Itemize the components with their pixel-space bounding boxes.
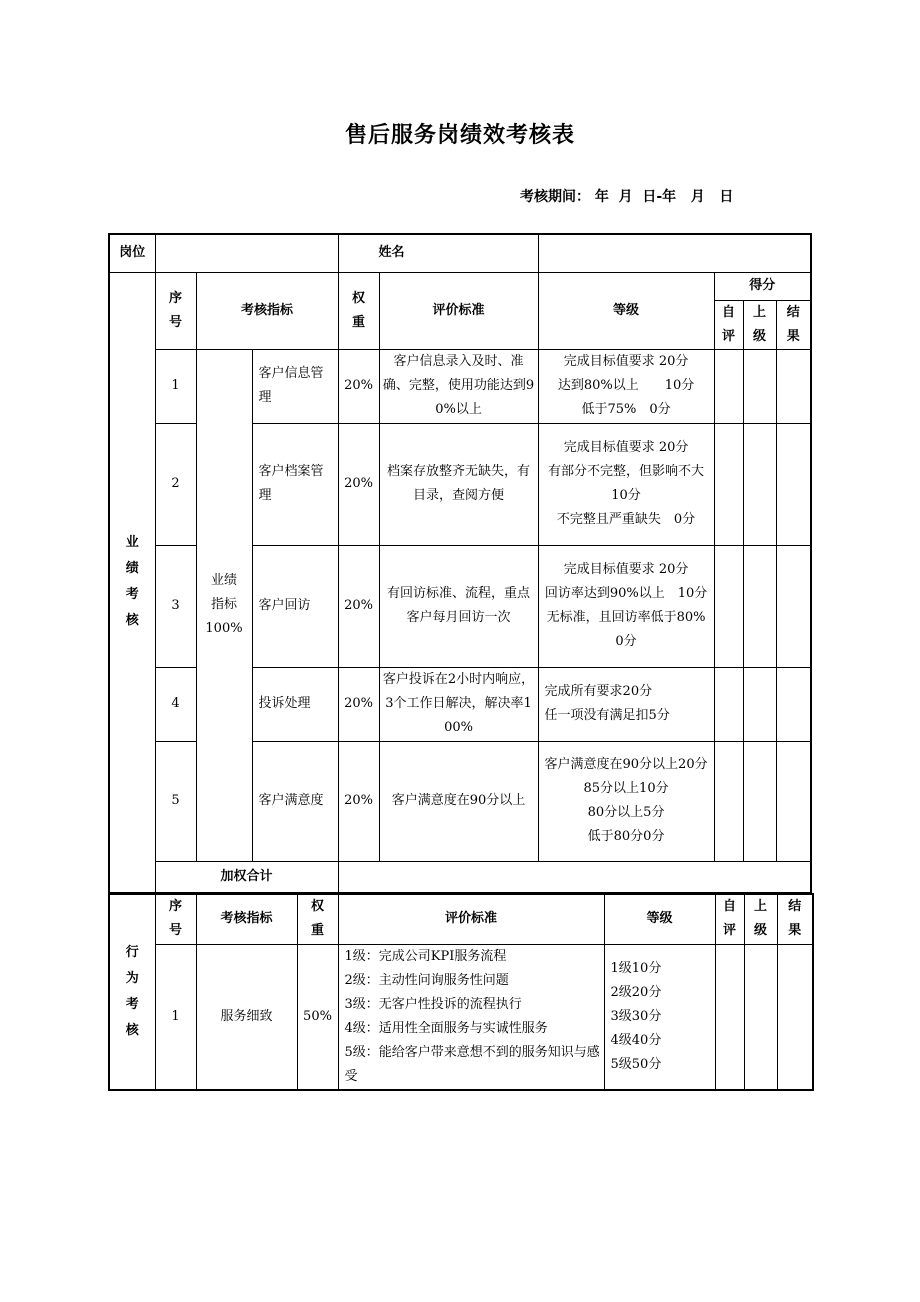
self-score-cell[interactable] xyxy=(714,741,743,861)
table-row xyxy=(109,944,813,1090)
period-value: 年 月 日-年 月 日 xyxy=(594,189,734,205)
superior-score-cell[interactable] xyxy=(743,349,776,423)
table-row xyxy=(109,349,811,423)
result-score-cell[interactable] xyxy=(776,545,811,667)
row-standard: 有回访标准、流程，重点客户每月回访一次 xyxy=(379,545,538,667)
row-weight: 20% xyxy=(338,741,379,861)
superior-score-cell[interactable] xyxy=(744,944,777,1090)
self-score-cell[interactable] xyxy=(714,545,743,667)
col-result: 结 果 xyxy=(776,300,811,349)
row-grade: 完成目标值要求 20分 达到80%以上 10分 低于75% 0分 xyxy=(538,349,714,423)
row-weight: 20% xyxy=(338,349,379,423)
col-standard: 评价标准 xyxy=(338,894,604,944)
row-standard: 客户投诉在2小时内响应，3个工作日解决，解决率100% xyxy=(379,667,538,741)
category-cell: 业绩 指标 100% xyxy=(196,349,252,861)
row-no: 3 xyxy=(155,545,196,667)
period-label: 考核期间： xyxy=(520,189,590,205)
row-grade: 完成所有要求20分 任一项没有满足扣5分 xyxy=(538,667,714,741)
performance-table xyxy=(108,233,812,894)
col-score: 得分 xyxy=(714,272,811,300)
row-no: 4 xyxy=(155,667,196,741)
row-no: 1 xyxy=(155,944,196,1090)
row-grade: 客户满意度在90分以上20分 85分以上10分 80分以上5分 低于80分0分 xyxy=(538,741,714,861)
row-standard: 客户满意度在90分以上 xyxy=(379,741,538,861)
result-score-cell[interactable] xyxy=(776,741,811,861)
row-weight: 20% xyxy=(338,667,379,741)
result-score-cell[interactable] xyxy=(777,944,813,1090)
post-label: 岗位 xyxy=(109,234,155,272)
result-score-cell[interactable] xyxy=(776,349,811,423)
perf-section-label: 业 绩 考 核 xyxy=(109,272,155,893)
behavior-table xyxy=(108,893,814,1091)
row-standard: 1级：完成公司KPI服务流程 2级：主动性问询服务性问题 3级：无客户性投诉的流程执行 4级：适用性全面服务与实诚性服务 5级：能给客户带来意想不到的服务知识与感受 xyxy=(338,944,604,1090)
col-grade: 等级 xyxy=(604,894,715,944)
col-superior: 上 级 xyxy=(743,300,776,349)
col-grade: 等级 xyxy=(538,272,714,349)
row-grade: 1级10分 2级20分 3级30分 4级40分 5级50分 xyxy=(604,944,715,1090)
row-weight: 20% xyxy=(338,545,379,667)
weighted-total-value[interactable] xyxy=(338,861,811,893)
superior-score-cell[interactable] xyxy=(743,545,776,667)
row-standard: 客户信息录入及时、准确、完整，使用功能达到90%以上 xyxy=(379,349,538,423)
superior-score-cell[interactable] xyxy=(743,423,776,545)
row-indicator: 客户档案管理 xyxy=(252,423,338,545)
col-indicator: 考核指标 xyxy=(196,272,338,349)
row-indicator: 客户信息管理 xyxy=(252,349,338,423)
row-indicator: 服务细致 xyxy=(196,944,297,1090)
self-score-cell[interactable] xyxy=(715,944,744,1090)
assessment-period xyxy=(520,186,790,206)
behavior-section-label: 行 为 考 核 xyxy=(109,894,155,1090)
row-no: 5 xyxy=(155,741,196,861)
row-standard: 档案存放整齐无缺失，有目录，查阅方便 xyxy=(379,423,538,545)
col-result: 结 果 xyxy=(777,894,813,944)
superior-score-cell[interactable] xyxy=(743,741,776,861)
row-weight: 50% xyxy=(297,944,338,1090)
self-score-cell[interactable] xyxy=(714,349,743,423)
name-input[interactable] xyxy=(538,234,811,272)
col-no: 序 号 xyxy=(155,272,196,349)
result-score-cell[interactable] xyxy=(776,423,811,545)
col-indicator: 考核指标 xyxy=(196,894,297,944)
weighted-total-label: 加权合计 xyxy=(155,861,338,893)
col-no: 序 号 xyxy=(155,894,196,944)
page-title: 售后服务岗绩效考核表 xyxy=(344,123,575,148)
row-no: 2 xyxy=(155,423,196,545)
col-weight: 权 重 xyxy=(338,272,379,349)
row-weight: 20% xyxy=(338,423,379,545)
post-input[interactable] xyxy=(155,234,338,272)
row-grade: 完成目标值要求 20分 回访率达到90%以上 10分 无标准，且回访率低于80% 0分 xyxy=(538,545,714,667)
self-score-cell[interactable] xyxy=(714,667,743,741)
row-no: 1 xyxy=(155,349,196,423)
result-score-cell[interactable] xyxy=(776,667,811,741)
col-self: 自 评 xyxy=(715,894,744,944)
col-standard: 评价标准 xyxy=(379,272,538,349)
row-grade: 完成目标值要求 20分 有部分不完整，但影响不大 10分 不完整且严重缺失 0分 xyxy=(538,423,714,545)
superior-score-cell[interactable] xyxy=(743,667,776,741)
col-superior: 上 级 xyxy=(744,894,777,944)
row-indicator: 投诉处理 xyxy=(252,667,338,741)
row-indicator: 客户满意度 xyxy=(252,741,338,861)
name-label: 姓名 xyxy=(338,234,538,272)
col-self: 自 评 xyxy=(714,300,743,349)
self-score-cell[interactable] xyxy=(714,423,743,545)
col-weight: 权 重 xyxy=(297,894,338,944)
row-indicator: 客户回访 xyxy=(252,545,338,667)
